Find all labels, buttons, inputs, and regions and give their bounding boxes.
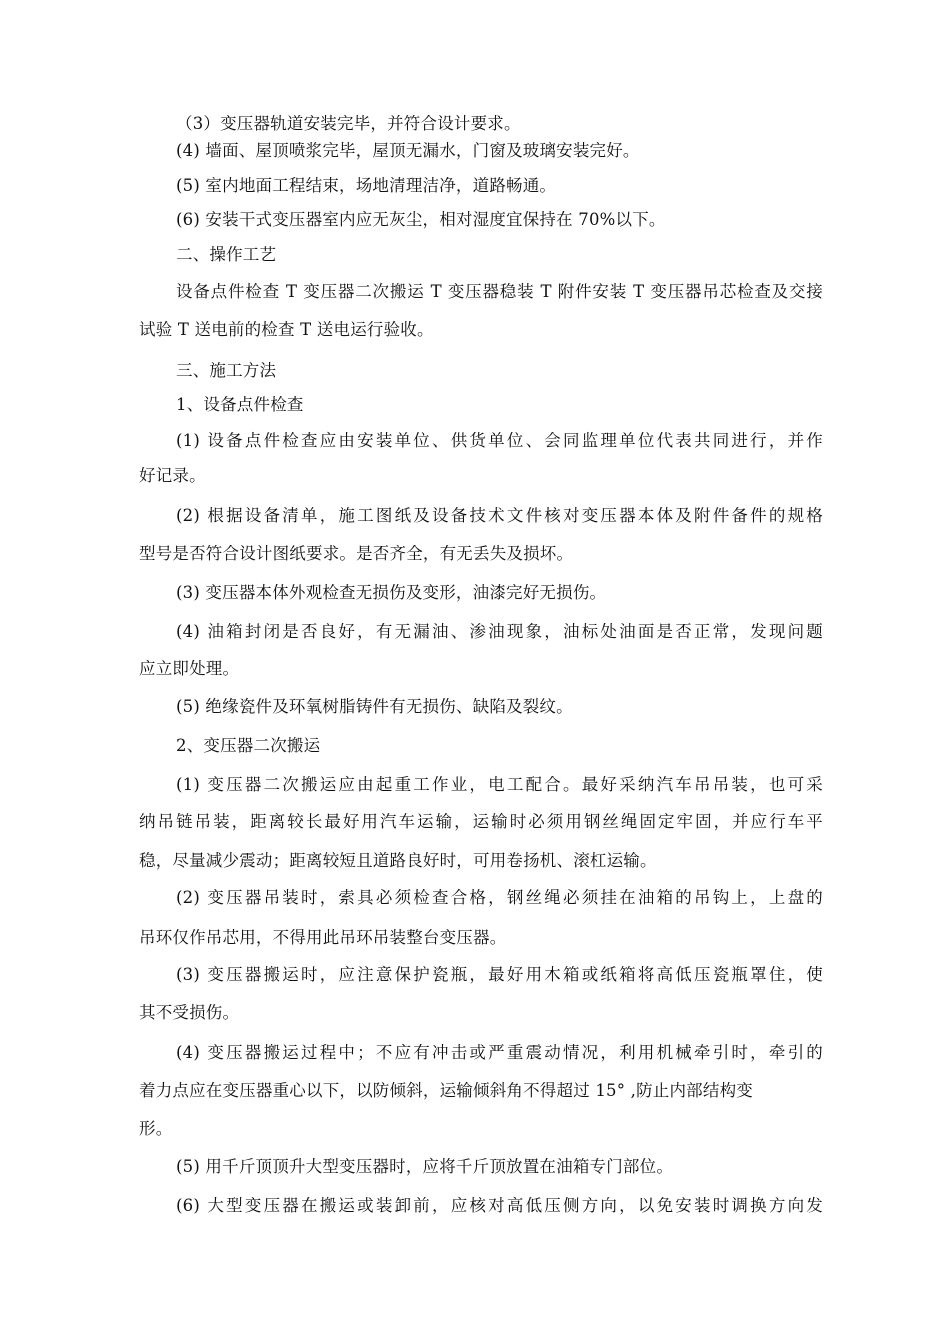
section-heading: 二、操作工艺 (176, 245, 277, 264)
text-line: (3) 变压器本体外观检查无损伤及变形，油漆完好无损伤。 (176, 583, 607, 602)
text-line: 应立即处理。 (139, 659, 240, 678)
text-line: (2) 变压器吊装时，索具必须检查合格，钢丝绳必须挂在油箱的吊钩上，上盘的 (176, 888, 823, 907)
text-line: (1) 变压器二次搬运应由起重工作业，电工配合。最好采纳汽车吊吊装，也可采 (176, 775, 823, 794)
text-line: (6) 安装干式变压器室内应无灰尘，相对湿度宜保持在 70%以下。 (176, 210, 666, 229)
text-line: 试验 T 送电前的检查 T 送电运行验收。 (139, 320, 434, 339)
text-line: （3）变压器轨道安装完毕，并符合设计要求。 (176, 114, 521, 133)
text-line: (5) 绝缘瓷件及环氧树脂铸件有无损伤、缺陷及裂纹。 (176, 697, 573, 716)
text-line: 吊环仅作吊芯用，不得用此吊环吊装整台变压器。 (139, 928, 507, 947)
text-line: 着力点应在变压器重心以下，以防倾斜，运输倾斜角不得超过 15° ,防止内部结构变 (139, 1081, 753, 1100)
text-line: 形。 (139, 1119, 173, 1138)
text-line: 型号是否符合设计图纸要求。是否齐全，有无丢失及损坏。 (139, 544, 574, 563)
subsection-heading: 2、变压器二次搬运 (176, 736, 321, 755)
text-line: 好记录。 (139, 466, 206, 485)
text-line: (5) 用千斤顶顶升大型变压器时，应将千斤顶放置在油箱专门部位。 (176, 1157, 674, 1176)
text-line: 设备点件检查 T 变压器二次搬运 T 变压器稳装 T 附件安装 T 变压器吊芯检查及交接 (176, 282, 823, 301)
text-line: 其不受损伤。 (139, 1003, 240, 1022)
text-line: 稳，尽量减少震动；距离较短且道路良好时，可用卷扬机、滚杠运输。 (139, 851, 657, 870)
text-line: 纳吊链吊装，距离较长最好用汽车运输，运输时必须用钢丝绳固定牢固，并应行车平 (139, 812, 823, 831)
text-line: (4) 变压器搬运过程中；不应有冲击或严重震动情况，利用机械牵引时，牵引的 (176, 1043, 823, 1062)
subsection-heading: 1、设备点件检查 (176, 395, 304, 414)
text-line: (4) 墙面、屋顶喷浆完毕，屋顶无漏水，门窗及玻璃安装完好。 (176, 141, 640, 160)
section-heading: 三、施工方法 (176, 361, 277, 380)
text-line: (4) 油箱封闭是否良好，有无漏油、渗油现象，油标处油面是否正常，发现问题 (176, 622, 823, 641)
text-line: (6) 大型变压器在搬运或装卸前，应核对高低压侧方向，以免安装时调换方向发 (176, 1196, 823, 1215)
text-line: (5) 室内地面工程结束，场地清理洁净，道路畅通。 (176, 176, 557, 195)
text-line: (3) 变压器搬运时，应注意保护瓷瓶，最好用木箱或纸箱将高低压瓷瓶罩住，使 (176, 965, 823, 984)
text-line: (1) 设备点件检查应由安装单位、供货单位、会同监理单位代表共同进行，并作 (176, 431, 823, 450)
text-line: (2) 根据设备清单，施工图纸及设备技术文件核对变压器本体及附件备件的规格 (176, 506, 823, 525)
